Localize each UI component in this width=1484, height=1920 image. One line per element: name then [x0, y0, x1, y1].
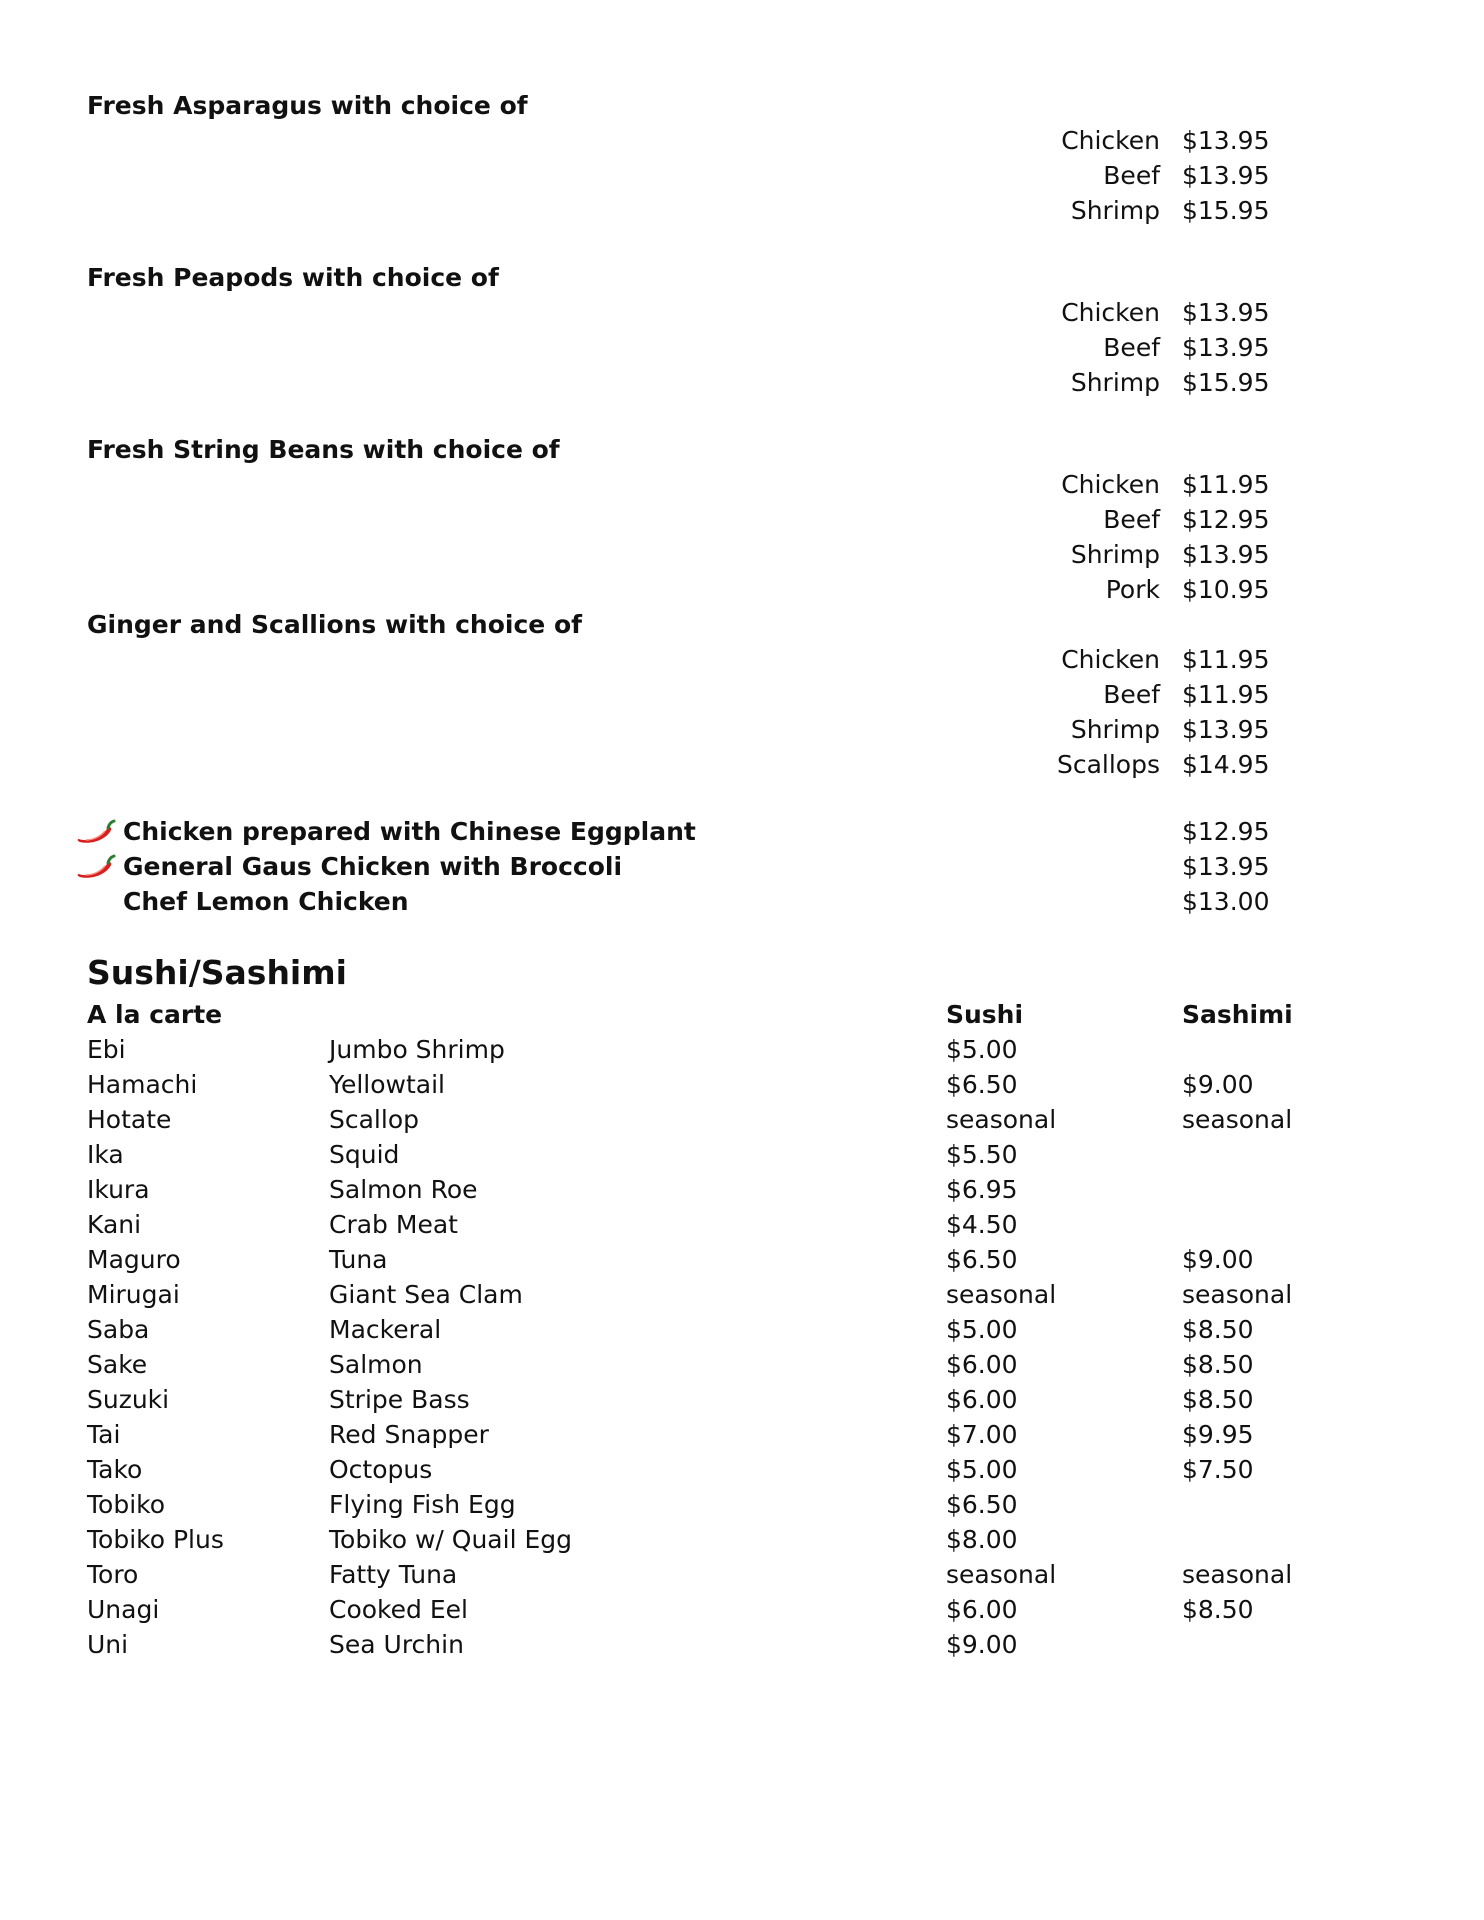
- sushi-english-name: Octopus: [329, 1455, 433, 1484]
- sushi-english-name: Yellowtail: [329, 1070, 445, 1099]
- special-dish-price: $13.95: [1182, 852, 1270, 881]
- sashimi-price: $7.50: [1182, 1455, 1254, 1484]
- sushi-japanese-name: Mirugai: [87, 1280, 180, 1309]
- option-price: $10.95: [1182, 575, 1270, 604]
- sushi-price: $6.00: [946, 1350, 1018, 1379]
- sushi-japanese-name: Ikura: [87, 1175, 150, 1204]
- sushi-japanese-name: Hamachi: [87, 1070, 198, 1099]
- option-name: Shrimp: [1070, 715, 1160, 744]
- sashimi-price: $9.00: [1182, 1245, 1254, 1274]
- sushi-price: $6.95: [946, 1175, 1018, 1204]
- column-header-sushi: Sushi: [946, 1000, 1024, 1029]
- option-price: $11.95: [1182, 645, 1270, 674]
- option-name: Chicken: [1061, 645, 1160, 674]
- section-heading: Ginger and Scallions with choice of: [87, 610, 583, 639]
- sushi-japanese-name: Suzuki: [87, 1385, 170, 1414]
- sushi-japanese-name: Tako: [87, 1455, 143, 1484]
- sushi-japanese-name: Kani: [87, 1210, 142, 1239]
- option-price: $13.95: [1182, 540, 1270, 569]
- sushi-price: seasonal: [946, 1560, 1057, 1589]
- option-price: $13.95: [1182, 161, 1270, 190]
- column-header-sashimi: Sashimi: [1182, 1000, 1293, 1029]
- option-price: $13.95: [1182, 715, 1270, 744]
- sashimi-price: $9.95: [1182, 1420, 1254, 1449]
- option-name: Pork: [1105, 575, 1160, 604]
- sushi-english-name: Squid: [329, 1140, 400, 1169]
- sushi-japanese-name: Saba: [87, 1315, 150, 1344]
- sushi-price: seasonal: [946, 1280, 1057, 1309]
- sushi-english-name: Fatty Tuna: [329, 1560, 458, 1589]
- sashimi-price: $8.50: [1182, 1385, 1254, 1414]
- sushi-price: $5.00: [946, 1315, 1018, 1344]
- sushi-english-name: Cooked Eel: [329, 1595, 468, 1624]
- sushi-japanese-name: Unagi: [87, 1595, 160, 1624]
- sushi-japanese-name: Uni: [87, 1630, 129, 1659]
- sushi-english-name: Scallop: [329, 1105, 419, 1134]
- sushi-price: $5.00: [946, 1035, 1018, 1064]
- sushi-english-name: Salmon: [329, 1350, 423, 1379]
- sushi-price: $6.50: [946, 1245, 1018, 1274]
- sashimi-price: $8.50: [1182, 1315, 1254, 1344]
- sushi-english-name: Tuna: [329, 1245, 388, 1274]
- option-name: Chicken: [1061, 470, 1160, 499]
- sushi-english-name: Salmon Roe: [329, 1175, 478, 1204]
- option-name: Beef: [1103, 505, 1160, 534]
- sashimi-price: $8.50: [1182, 1595, 1254, 1624]
- sushi-price: $5.50: [946, 1140, 1018, 1169]
- sushi-japanese-name: Tai: [87, 1420, 121, 1449]
- sushi-english-name: Tobiko w/ Quail Egg: [329, 1525, 572, 1554]
- section-heading: Fresh Peapods with choice of: [87, 263, 499, 292]
- sushi-price: seasonal: [946, 1105, 1057, 1134]
- option-name: Chicken: [1061, 298, 1160, 327]
- sashimi-price: $9.00: [1182, 1070, 1254, 1099]
- option-name: Beef: [1103, 161, 1160, 190]
- column-header-category: A la carte: [87, 1000, 223, 1029]
- sushi-price: $6.00: [946, 1385, 1018, 1414]
- sashimi-price: seasonal: [1182, 1280, 1293, 1309]
- option-price: $12.95: [1182, 505, 1270, 534]
- section-heading: Fresh String Beans with choice of: [87, 435, 560, 464]
- special-dish-name: Chef Lemon Chicken: [123, 887, 409, 916]
- sushi-japanese-name: Ika: [87, 1140, 124, 1169]
- sushi-japanese-name: Sake: [87, 1350, 148, 1379]
- sushi-english-name: Sea Urchin: [329, 1630, 464, 1659]
- sushi-price: $5.00: [946, 1455, 1018, 1484]
- sashimi-price: seasonal: [1182, 1105, 1293, 1134]
- sushi-japanese-name: Tobiko Plus: [87, 1525, 224, 1554]
- sushi-japanese-name: Toro: [87, 1560, 139, 1589]
- section-heading: Fresh Asparagus with choice of: [87, 91, 528, 120]
- sushi-japanese-name: Hotate: [87, 1105, 172, 1134]
- option-price: $11.95: [1182, 680, 1270, 709]
- sashimi-price: $8.50: [1182, 1350, 1254, 1379]
- sushi-english-name: Crab Meat: [329, 1210, 458, 1239]
- section-title: Sushi/Sashimi: [87, 953, 347, 992]
- option-name: Shrimp: [1070, 196, 1160, 225]
- option-name: Beef: [1103, 333, 1160, 362]
- option-name: Beef: [1103, 680, 1160, 709]
- sushi-english-name: Red Snapper: [329, 1420, 489, 1449]
- sushi-price: $6.50: [946, 1070, 1018, 1099]
- sushi-japanese-name: Ebi: [87, 1035, 126, 1064]
- option-name: Shrimp: [1070, 540, 1160, 569]
- sushi-japanese-name: Maguro: [87, 1245, 181, 1274]
- sushi-english-name: Mackeral: [329, 1315, 442, 1344]
- option-price: $15.95: [1182, 368, 1270, 397]
- sashimi-price: seasonal: [1182, 1560, 1293, 1589]
- sushi-english-name: Flying Fish Egg: [329, 1490, 516, 1519]
- sushi-price: $8.00: [946, 1525, 1018, 1554]
- sushi-price: $9.00: [946, 1630, 1018, 1659]
- option-price: $13.95: [1182, 298, 1270, 327]
- option-price: $13.95: [1182, 333, 1270, 362]
- option-price: $14.95: [1182, 750, 1270, 779]
- option-price: $15.95: [1182, 196, 1270, 225]
- option-name: Scallops: [1056, 750, 1160, 779]
- sushi-price: $4.50: [946, 1210, 1018, 1239]
- special-dish-price: $13.00: [1182, 887, 1270, 916]
- chili-pepper-icon: [76, 819, 116, 845]
- sushi-price: $6.50: [946, 1490, 1018, 1519]
- chili-pepper-icon: [76, 854, 116, 880]
- sushi-english-name: Stripe Bass: [329, 1385, 470, 1414]
- sushi-english-name: Jumbo Shrimp: [329, 1035, 505, 1064]
- option-price: $11.95: [1182, 470, 1270, 499]
- option-price: $13.95: [1182, 126, 1270, 155]
- option-name: Shrimp: [1070, 368, 1160, 397]
- option-name: Chicken: [1061, 126, 1160, 155]
- special-dish-name: General Gaus Chicken with Broccoli: [123, 852, 623, 881]
- sushi-english-name: Giant Sea Clam: [329, 1280, 523, 1309]
- special-dish-price: $12.95: [1182, 817, 1270, 846]
- sushi-price: $6.00: [946, 1595, 1018, 1624]
- special-dish-name: Chicken prepared with Chinese Eggplant: [123, 817, 696, 846]
- sushi-japanese-name: Tobiko: [87, 1490, 166, 1519]
- sushi-price: $7.00: [946, 1420, 1018, 1449]
